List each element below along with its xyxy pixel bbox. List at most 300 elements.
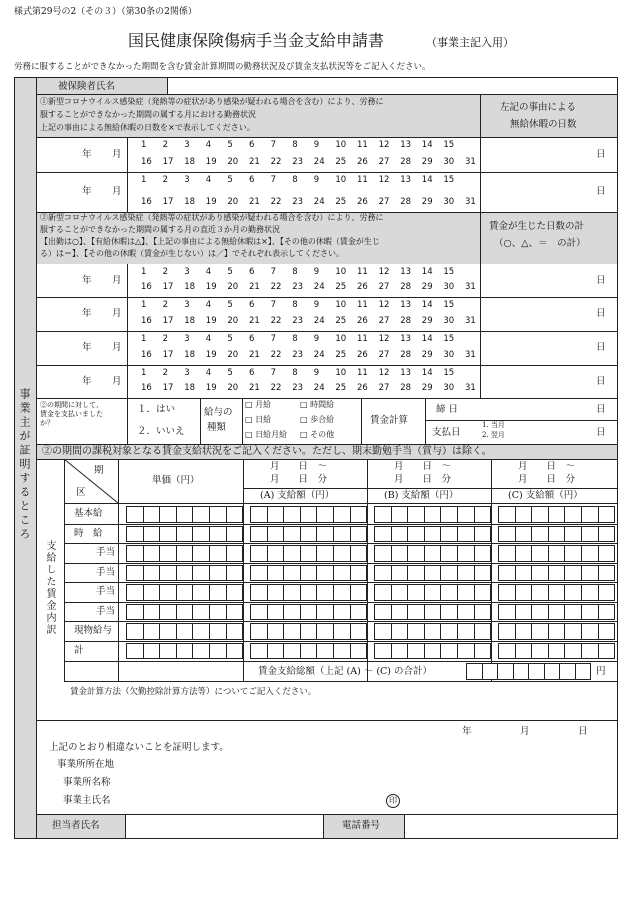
amount-digit-cell[interactable] bbox=[474, 565, 492, 582]
amount-digit-cell[interactable] bbox=[300, 506, 318, 523]
amount-digit-cell[interactable] bbox=[300, 623, 318, 640]
calendar-day[interactable]: 24 bbox=[313, 316, 325, 326]
amount-digit-cell[interactable] bbox=[226, 643, 244, 660]
calendar-day[interactable]: 25 bbox=[335, 282, 347, 292]
amount-digit-cell[interactable] bbox=[531, 604, 549, 621]
amount-digit-cell[interactable] bbox=[350, 623, 368, 640]
calendar-day[interactable]: 11 bbox=[357, 368, 368, 378]
amount-digit-cell[interactable] bbox=[209, 506, 227, 523]
amount-digit-cell[interactable] bbox=[226, 526, 244, 543]
amount-digit-cell[interactable] bbox=[598, 506, 616, 523]
calendar-day[interactable]: 23 bbox=[292, 383, 304, 393]
amount-digit-cell[interactable] bbox=[350, 545, 368, 562]
calendar-day[interactable]: 1 bbox=[141, 175, 147, 185]
calendar-day[interactable]: 25 bbox=[335, 350, 347, 360]
amount-digit-cell[interactable] bbox=[209, 643, 227, 660]
calendar-day[interactable]: 31 bbox=[465, 282, 476, 292]
amount-digit-cell[interactable] bbox=[407, 623, 425, 640]
calendar-day[interactable]: 5 bbox=[227, 140, 233, 150]
amount-digit-cell[interactable] bbox=[300, 643, 318, 660]
calendar-day[interactable]: 5 bbox=[227, 368, 233, 378]
calendar-day[interactable]: 18 bbox=[184, 282, 196, 292]
calendar-day[interactable]: 30 bbox=[443, 316, 455, 326]
calendar-day[interactable]: 18 bbox=[184, 197, 196, 207]
amount-digit-cell[interactable] bbox=[350, 604, 368, 621]
amount-digit-cell[interactable] bbox=[457, 623, 475, 640]
amount-digit-cell[interactable] bbox=[250, 623, 268, 640]
amount-digit-cell[interactable] bbox=[159, 545, 177, 562]
amount-digit-cell[interactable] bbox=[176, 584, 194, 601]
calendar-day[interactable]: 2 bbox=[162, 334, 169, 344]
calendar-day[interactable]: 21 bbox=[249, 157, 260, 167]
amount-digit-cell[interactable] bbox=[391, 584, 409, 601]
amount-digit-cell[interactable] bbox=[424, 506, 442, 523]
calendar-day[interactable]: 2 bbox=[162, 267, 169, 277]
amount-digit-cell[interactable] bbox=[548, 643, 566, 660]
calendar-day[interactable]: 5 bbox=[227, 175, 233, 185]
calendar-day[interactable]: 23 bbox=[292, 350, 304, 360]
calendar-day[interactable]: 27 bbox=[378, 316, 390, 326]
calendar-day[interactable]: 28 bbox=[400, 282, 412, 292]
amount-digit-cell[interactable] bbox=[474, 643, 492, 660]
payday-this-month[interactable]: 1. 当月 bbox=[482, 421, 505, 429]
amount-digit-cell[interactable] bbox=[159, 623, 177, 640]
pay-no-option[interactable]: ２．いいえ bbox=[137, 426, 185, 437]
calendar-day[interactable]: 6 bbox=[249, 267, 255, 277]
amount-digit-cell[interactable] bbox=[126, 643, 144, 660]
amount-digit-cell[interactable] bbox=[333, 623, 351, 640]
calendar-day[interactable]: 11 bbox=[357, 300, 368, 310]
amount-digit-cell[interactable] bbox=[267, 506, 285, 523]
amount-digit-cell[interactable] bbox=[531, 584, 549, 601]
calendar-day[interactable]: 6 bbox=[249, 368, 255, 378]
amount-digit-cell[interactable] bbox=[350, 643, 368, 660]
amount-digit-cell[interactable] bbox=[283, 565, 301, 582]
calendar-day[interactable]: 30 bbox=[443, 383, 455, 393]
amount-digit-cell[interactable] bbox=[267, 526, 285, 543]
amount-digit-cell[interactable] bbox=[598, 565, 616, 582]
calendar-day[interactable]: 10 bbox=[335, 300, 347, 310]
calc-method-field[interactable] bbox=[65, 700, 617, 720]
amount-digit-cell[interactable] bbox=[474, 604, 492, 621]
amount-digit-cell[interactable] bbox=[283, 623, 301, 640]
amount-digit-cell[interactable] bbox=[333, 506, 351, 523]
calendar-day[interactable]: 8 bbox=[292, 334, 298, 344]
amount-digit-cell[interactable] bbox=[159, 565, 177, 582]
calendar-day[interactable]: 18 bbox=[184, 383, 196, 393]
amount-digit-cell[interactable] bbox=[424, 604, 442, 621]
amount-digit-cell[interactable] bbox=[250, 604, 268, 621]
amount-digit-cell[interactable] bbox=[192, 604, 210, 621]
calendar-day[interactable]: 3 bbox=[184, 267, 190, 277]
amount-digit-cell[interactable] bbox=[300, 604, 318, 621]
amount-digit-cell[interactable] bbox=[159, 526, 177, 543]
amount-digit-cell[interactable] bbox=[407, 565, 425, 582]
calendar-day[interactable]: 9 bbox=[313, 267, 320, 277]
calendar-day[interactable]: 10 bbox=[335, 140, 347, 150]
calendar-day[interactable]: 24 bbox=[313, 383, 325, 393]
amount-digit-cell[interactable] bbox=[531, 623, 549, 640]
calendar-day[interactable]: 22 bbox=[270, 157, 282, 167]
amount-digit-cell[interactable] bbox=[457, 643, 475, 660]
calendar-day[interactable]: 14 bbox=[421, 334, 433, 344]
amount-digit-cell[interactable] bbox=[209, 584, 227, 601]
calendar-day[interactable]: 1 bbox=[141, 267, 147, 277]
calendar-day[interactable]: 10 bbox=[335, 368, 347, 378]
calendar-day[interactable]: 30 bbox=[443, 350, 455, 360]
amount-digit-cell[interactable] bbox=[316, 604, 334, 621]
amount-digit-cell[interactable] bbox=[498, 526, 516, 543]
amount-digit-cell[interactable] bbox=[333, 565, 351, 582]
calendar-day[interactable]: 25 bbox=[335, 316, 347, 326]
amount-digit-cell[interactable] bbox=[457, 565, 475, 582]
amount-digit-cell[interactable] bbox=[581, 584, 599, 601]
calendar-day[interactable]: 4 bbox=[205, 140, 212, 150]
calendar-day[interactable]: 18 bbox=[184, 157, 196, 167]
amount-digit-cell[interactable] bbox=[391, 643, 409, 660]
amount-digit-cell[interactable] bbox=[226, 623, 244, 640]
calendar-day[interactable]: 13 bbox=[400, 300, 412, 310]
calendar-day[interactable]: 29 bbox=[421, 316, 433, 326]
amount-digit-cell[interactable] bbox=[531, 545, 549, 562]
amount-digit-cell[interactable] bbox=[300, 565, 318, 582]
calendar-day[interactable]: 31 bbox=[465, 197, 476, 207]
amount-digit-cell[interactable] bbox=[457, 584, 475, 601]
calendar-day[interactable]: 12 bbox=[378, 140, 390, 150]
amount-digit-cell[interactable] bbox=[283, 604, 301, 621]
amount-digit-cell[interactable] bbox=[250, 506, 268, 523]
amount-digit-cell[interactable] bbox=[143, 604, 161, 621]
calendar-day[interactable]: 1 bbox=[141, 368, 147, 378]
amount-digit-cell[interactable] bbox=[548, 584, 566, 601]
amount-digit-cell[interactable] bbox=[424, 584, 442, 601]
calendar-day[interactable]: 15 bbox=[443, 267, 455, 277]
calendar-day[interactable]: 14 bbox=[421, 267, 433, 277]
calendar-day[interactable]: 2 bbox=[162, 140, 169, 150]
amount-digit-cell[interactable] bbox=[581, 526, 599, 543]
calendar-day[interactable]: 9 bbox=[313, 140, 320, 150]
amount-digit-cell[interactable] bbox=[498, 506, 516, 523]
amount-digit-cell[interactable] bbox=[498, 584, 516, 601]
amount-digit-cell[interactable] bbox=[498, 604, 516, 621]
amount-digit-cell[interactable] bbox=[209, 604, 227, 621]
amount-digit-cell[interactable] bbox=[515, 604, 533, 621]
calendar-day[interactable]: 12 bbox=[378, 334, 390, 344]
amount-digit-cell[interactable] bbox=[316, 584, 334, 601]
amount-digit-cell[interactable] bbox=[457, 545, 475, 562]
amount-digit-cell[interactable] bbox=[176, 545, 194, 562]
calendar-day[interactable]: 22 bbox=[270, 383, 282, 393]
amount-digit-cell[interactable] bbox=[564, 584, 582, 601]
calendar-day[interactable]: 15 bbox=[443, 300, 455, 310]
calendar-day[interactable]: 30 bbox=[443, 157, 455, 167]
amount-digit-cell[interactable] bbox=[374, 623, 392, 640]
amount-digit-cell[interactable] bbox=[581, 545, 599, 562]
amount-digit-cell[interactable] bbox=[515, 526, 533, 543]
calendar-day[interactable]: 6 bbox=[249, 140, 255, 150]
amount-digit-cell[interactable] bbox=[474, 506, 492, 523]
calendar-day[interactable]: 14 bbox=[421, 140, 433, 150]
calendar-day[interactable]: 3 bbox=[184, 140, 190, 150]
calendar-day[interactable]: 16 bbox=[141, 197, 152, 207]
calendar-day[interactable]: 10 bbox=[335, 267, 347, 277]
calendar-day[interactable]: 26 bbox=[357, 197, 368, 207]
amount-digit-cell[interactable] bbox=[333, 604, 351, 621]
amount-digit-cell[interactable] bbox=[333, 584, 351, 601]
calendar-day[interactable]: 18 bbox=[184, 316, 196, 326]
amount-digit-cell[interactable] bbox=[126, 526, 144, 543]
calendar-day[interactable]: 28 bbox=[400, 350, 412, 360]
calendar-day[interactable]: 29 bbox=[421, 383, 433, 393]
amount-digit-cell[interactable] bbox=[126, 604, 144, 621]
calendar-day[interactable]: 19 bbox=[205, 197, 217, 207]
calendar-day[interactable]: 15 bbox=[443, 334, 455, 344]
calendar-day[interactable]: 23 bbox=[292, 197, 304, 207]
calendar-day[interactable]: 19 bbox=[205, 383, 217, 393]
calendar-day[interactable]: 23 bbox=[292, 157, 304, 167]
amount-digit-cell[interactable] bbox=[176, 623, 194, 640]
amount-digit-cell[interactable] bbox=[564, 526, 582, 543]
amount-digit-cell[interactable] bbox=[598, 604, 616, 621]
amount-digit-cell[interactable] bbox=[316, 545, 334, 562]
calendar-day[interactable]: 4 bbox=[205, 175, 212, 185]
amount-digit-cell[interactable] bbox=[515, 643, 533, 660]
amount-digit-cell[interactable] bbox=[564, 623, 582, 640]
calendar-day[interactable]: 3 bbox=[184, 368, 190, 378]
calendar-day[interactable]: 21 bbox=[249, 383, 260, 393]
amount-digit-cell[interactable] bbox=[374, 643, 392, 660]
amount-digit-cell[interactable] bbox=[374, 526, 392, 543]
calendar-day[interactable]: 9 bbox=[313, 368, 320, 378]
calendar-day[interactable]: 11 bbox=[357, 267, 368, 277]
calendar-day[interactable]: 4 bbox=[205, 334, 212, 344]
payday-next-month[interactable]: 2. 翌月 bbox=[482, 431, 505, 439]
calendar-day[interactable]: 28 bbox=[400, 197, 412, 207]
amount-digit-cell[interactable] bbox=[192, 506, 210, 523]
amount-digit-cell[interactable] bbox=[316, 506, 334, 523]
calendar-day[interactable]: 17 bbox=[162, 157, 174, 167]
amount-digit-cell[interactable] bbox=[143, 526, 161, 543]
amount-digit-cell[interactable] bbox=[126, 545, 144, 562]
amount-digit-cell[interactable] bbox=[548, 604, 566, 621]
amount-digit-cell[interactable] bbox=[440, 526, 458, 543]
amount-digit-cell[interactable] bbox=[143, 623, 161, 640]
amount-digit-cell[interactable] bbox=[391, 526, 409, 543]
amount-digit-cell[interactable] bbox=[440, 584, 458, 601]
calendar-day[interactable]: 20 bbox=[227, 197, 239, 207]
amount-digit-cell[interactable] bbox=[300, 545, 318, 562]
amount-digit-cell[interactable] bbox=[126, 584, 144, 601]
calendar-day[interactable]: 26 bbox=[357, 350, 368, 360]
calendar-day[interactable]: 10 bbox=[335, 334, 347, 344]
calendar-day[interactable]: 25 bbox=[335, 157, 347, 167]
calendar-day[interactable]: 31 bbox=[465, 350, 476, 360]
calendar-day[interactable]: 27 bbox=[378, 197, 390, 207]
amount-digit-cell[interactable] bbox=[176, 604, 194, 621]
amount-digit-cell[interactable] bbox=[226, 584, 244, 601]
amount-digit-cell[interactable] bbox=[374, 565, 392, 582]
calendar-day[interactable]: 27 bbox=[378, 350, 390, 360]
amount-digit-cell[interactable] bbox=[498, 565, 516, 582]
calendar-day[interactable]: 15 bbox=[443, 175, 455, 185]
amount-digit-cell[interactable] bbox=[316, 526, 334, 543]
calendar-day[interactable]: 7 bbox=[270, 334, 277, 344]
total-digit-cell[interactable] bbox=[513, 663, 530, 680]
calendar-day[interactable]: 6 bbox=[249, 300, 255, 310]
calendar-day[interactable]: 23 bbox=[292, 282, 304, 292]
amount-digit-cell[interactable] bbox=[440, 643, 458, 660]
amount-digit-cell[interactable] bbox=[498, 623, 516, 640]
amount-digit-cell[interactable] bbox=[474, 526, 492, 543]
amount-digit-cell[interactable] bbox=[374, 506, 392, 523]
amount-digit-cell[interactable] bbox=[581, 565, 599, 582]
calendar-day[interactable]: 19 bbox=[205, 350, 217, 360]
calendar-day[interactable]: 2 bbox=[162, 368, 169, 378]
calendar-day[interactable]: 21 bbox=[249, 316, 260, 326]
calendar-day[interactable]: 8 bbox=[292, 175, 298, 185]
calendar-day[interactable]: 10 bbox=[335, 175, 347, 185]
amount-digit-cell[interactable] bbox=[283, 643, 301, 660]
calendar-day[interactable]: 16 bbox=[141, 157, 152, 167]
amount-digit-cell[interactable] bbox=[333, 643, 351, 660]
amount-digit-cell[interactable] bbox=[333, 526, 351, 543]
calendar-day[interactable]: 14 bbox=[421, 300, 433, 310]
amount-digit-cell[interactable] bbox=[548, 506, 566, 523]
calendar-day[interactable]: 7 bbox=[270, 140, 277, 150]
calendar-day[interactable]: 24 bbox=[313, 282, 325, 292]
calendar-day[interactable]: 29 bbox=[421, 282, 433, 292]
calendar-day[interactable]: 31 bbox=[465, 157, 476, 167]
calendar-day[interactable]: 20 bbox=[227, 383, 239, 393]
amount-digit-cell[interactable] bbox=[209, 526, 227, 543]
calendar-day[interactable]: 25 bbox=[335, 383, 347, 393]
calendar-day[interactable]: 29 bbox=[421, 157, 433, 167]
amount-digit-cell[interactable] bbox=[474, 545, 492, 562]
amount-digit-cell[interactable] bbox=[515, 565, 533, 582]
calendar-day[interactable]: 13 bbox=[400, 267, 412, 277]
calendar-day[interactable]: 20 bbox=[227, 157, 239, 167]
calendar-day[interactable]: 11 bbox=[357, 140, 368, 150]
amount-digit-cell[interactable] bbox=[176, 526, 194, 543]
total-digit-cell[interactable] bbox=[497, 663, 514, 680]
amount-digit-cell[interactable] bbox=[515, 506, 533, 523]
amount-digit-cell[interactable] bbox=[316, 643, 334, 660]
amount-digit-cell[interactable] bbox=[126, 565, 144, 582]
calendar-day[interactable]: 21 bbox=[249, 350, 260, 360]
calendar-day[interactable]: 17 bbox=[162, 350, 174, 360]
amount-digit-cell[interactable] bbox=[316, 623, 334, 640]
amount-digit-cell[interactable] bbox=[531, 506, 549, 523]
amount-digit-cell[interactable] bbox=[407, 545, 425, 562]
amount-digit-cell[interactable] bbox=[407, 604, 425, 621]
amount-digit-cell[interactable] bbox=[548, 623, 566, 640]
calendar-day[interactable]: 4 bbox=[205, 300, 212, 310]
wage-daily-monthly-checkbox[interactable]: □ 日給月給 bbox=[245, 430, 288, 439]
amount-digit-cell[interactable] bbox=[209, 565, 227, 582]
amount-digit-cell[interactable] bbox=[531, 643, 549, 660]
wage-monthly-checkbox[interactable]: □ 月給 bbox=[245, 400, 272, 409]
amount-digit-cell[interactable] bbox=[407, 584, 425, 601]
amount-digit-cell[interactable] bbox=[564, 506, 582, 523]
calendar-day[interactable]: 11 bbox=[357, 334, 368, 344]
calendar-day[interactable]: 31 bbox=[465, 383, 476, 393]
amount-digit-cell[interactable] bbox=[159, 604, 177, 621]
amount-digit-cell[interactable] bbox=[515, 545, 533, 562]
calendar-day[interactable]: 29 bbox=[421, 350, 433, 360]
amount-digit-cell[interactable] bbox=[350, 565, 368, 582]
amount-digit-cell[interactable] bbox=[143, 643, 161, 660]
amount-digit-cell[interactable] bbox=[176, 643, 194, 660]
amount-digit-cell[interactable] bbox=[283, 545, 301, 562]
amount-digit-cell[interactable] bbox=[598, 643, 616, 660]
calendar-day[interactable]: 13 bbox=[400, 368, 412, 378]
calendar-day[interactable]: 1 bbox=[141, 334, 147, 344]
calendar-day[interactable]: 3 bbox=[184, 300, 190, 310]
amount-digit-cell[interactable] bbox=[209, 545, 227, 562]
amount-digit-cell[interactable] bbox=[374, 545, 392, 562]
wage-daily-checkbox[interactable]: □ 日給 bbox=[245, 415, 272, 424]
calendar-day[interactable]: 1 bbox=[141, 140, 147, 150]
total-digit-cell[interactable] bbox=[482, 663, 499, 680]
calendar-day[interactable]: 26 bbox=[357, 383, 368, 393]
calendar-day[interactable]: 25 bbox=[335, 197, 347, 207]
amount-digit-cell[interactable] bbox=[226, 506, 244, 523]
calendar-day[interactable]: 28 bbox=[400, 157, 412, 167]
amount-digit-cell[interactable] bbox=[267, 643, 285, 660]
amount-digit-cell[interactable] bbox=[391, 545, 409, 562]
amount-digit-cell[interactable] bbox=[424, 526, 442, 543]
calendar-day[interactable]: 8 bbox=[292, 368, 298, 378]
amount-digit-cell[interactable] bbox=[267, 584, 285, 601]
calendar-day[interactable]: 14 bbox=[421, 368, 433, 378]
amount-digit-cell[interactable] bbox=[440, 623, 458, 640]
amount-digit-cell[interactable] bbox=[374, 604, 392, 621]
amount-digit-cell[interactable] bbox=[283, 584, 301, 601]
calendar-day[interactable]: 27 bbox=[378, 383, 390, 393]
amount-digit-cell[interactable] bbox=[424, 623, 442, 640]
calendar-day[interactable]: 7 bbox=[270, 175, 277, 185]
calendar-day[interactable]: 12 bbox=[378, 368, 390, 378]
amount-digit-cell[interactable] bbox=[350, 526, 368, 543]
amount-digit-cell[interactable] bbox=[143, 545, 161, 562]
amount-digit-cell[interactable] bbox=[531, 565, 549, 582]
wage-other-checkbox[interactable]: □ その他 bbox=[300, 430, 335, 439]
amount-digit-cell[interactable] bbox=[283, 526, 301, 543]
calendar-day[interactable]: 2 bbox=[162, 175, 169, 185]
amount-digit-cell[interactable] bbox=[498, 545, 516, 562]
calendar-day[interactable]: 8 bbox=[292, 267, 298, 277]
calendar-day[interactable]: 27 bbox=[378, 157, 390, 167]
calendar-day[interactable]: 19 bbox=[205, 282, 217, 292]
amount-digit-cell[interactable] bbox=[192, 565, 210, 582]
amount-digit-cell[interactable] bbox=[407, 643, 425, 660]
amount-digit-cell[interactable] bbox=[159, 584, 177, 601]
total-digit-cell[interactable] bbox=[544, 663, 561, 680]
amount-digit-cell[interactable] bbox=[548, 526, 566, 543]
amount-digit-cell[interactable] bbox=[209, 623, 227, 640]
amount-digit-cell[interactable] bbox=[267, 565, 285, 582]
amount-digit-cell[interactable] bbox=[598, 623, 616, 640]
calendar-day[interactable]: 13 bbox=[400, 334, 412, 344]
pay-yes-option[interactable]: １．はい bbox=[137, 404, 176, 415]
amount-digit-cell[interactable] bbox=[192, 526, 210, 543]
calendar-day[interactable]: 22 bbox=[270, 282, 282, 292]
total-digit-cell[interactable] bbox=[575, 663, 592, 680]
amount-digit-cell[interactable] bbox=[143, 565, 161, 582]
amount-digit-cell[interactable] bbox=[564, 643, 582, 660]
calendar-day[interactable]: 3 bbox=[184, 334, 190, 344]
calendar-day[interactable]: 22 bbox=[270, 350, 282, 360]
